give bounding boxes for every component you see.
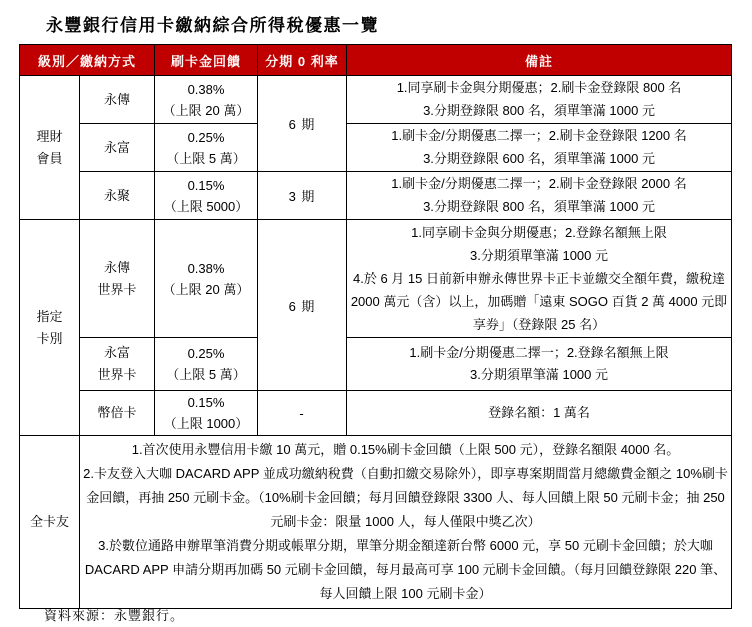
remark-line: 1.同享刷卡金與分期優惠；2.刷卡金登錄限 800 名 bbox=[396, 80, 682, 95]
tier-label: 會員 bbox=[36, 150, 63, 166]
card-cell bbox=[80, 391, 155, 436]
card-cell bbox=[80, 172, 155, 220]
remark-line: 1.同享刷卡金與分期優惠；2.登錄名額無上限 bbox=[411, 225, 667, 240]
installment-cell: 6 期 bbox=[258, 220, 347, 391]
cashback-cap: （上限 5 萬） bbox=[166, 150, 246, 166]
source-note: 資料來源：永豐銀行。 bbox=[44, 608, 185, 623]
table-row bbox=[20, 124, 732, 172]
tier-label: 理財 bbox=[36, 128, 63, 144]
cashback-cell bbox=[155, 338, 258, 391]
table-header-row bbox=[20, 45, 732, 76]
remark-line: 3.分期須單筆滿 1000 元 bbox=[470, 248, 609, 263]
cashback-rate: 0.25% bbox=[187, 346, 225, 361]
table-row bbox=[20, 391, 732, 436]
table-row bbox=[20, 172, 732, 220]
col-header-tier-method: 級別／繳納方式 bbox=[20, 45, 155, 76]
table-row bbox=[20, 338, 732, 391]
remark-line: 1.刷卡金/分期優惠二擇一；2.刷卡金登錄限 2000 名 bbox=[391, 176, 687, 191]
remark-line: 1.首次使用永豐信用卡繳 10 萬元，贈 0.15%刷卡金回饋（上限 500 元），登錄名額限 4000 名。 bbox=[131, 442, 680, 457]
remark-line: 3.分期須單筆滿 1000 元 bbox=[470, 367, 609, 382]
cashback-cell bbox=[155, 391, 258, 436]
cashback-rate: 0.15% bbox=[187, 177, 225, 193]
table-row bbox=[20, 436, 732, 609]
card-name: 幣倍卡 bbox=[97, 405, 137, 420]
tier-cell-designated-cards bbox=[20, 220, 80, 436]
remark-line: 3.分期登錄限 800 名，須單筆滿 1000 元 bbox=[423, 198, 655, 214]
tier-cell-all-members: 全卡友 bbox=[20, 436, 80, 609]
tier-cell-wealth-member bbox=[20, 76, 80, 220]
card-cell bbox=[80, 338, 155, 391]
benefits-table bbox=[19, 44, 732, 609]
card-cell bbox=[80, 124, 155, 172]
remarks-cell bbox=[347, 172, 732, 220]
remark-line: 2.卡友登入大咖 DACARD APP 並成功繳納稅費（自動扣繳交易除外），即享專案期間當月總繳費金額之 10%刷卡金回饋，再抽 250 元刷卡金。（10%刷卡金回饋；每月回饋登錄限 3300 人、每人回饋上限 50 元刷卡金；抽 250 元刷卡金：限量 1000 人，每人僅限中獎乙次） bbox=[83, 466, 728, 529]
cashback-cell bbox=[155, 220, 258, 338]
table-row bbox=[20, 220, 732, 338]
remark-line: 1.刷卡金/分期優惠二擇一；2.刷卡金登錄限 1200 名 bbox=[391, 128, 687, 143]
cashback-cap: （上限 5000） bbox=[163, 198, 249, 214]
cashback-rate: 0.25% bbox=[187, 129, 225, 145]
cashback-rate: 0.38% bbox=[187, 260, 225, 276]
card-name: 永傳 bbox=[104, 91, 131, 107]
remarks-cell bbox=[347, 391, 732, 436]
col-header-cashback: 刷卡金回饋 bbox=[155, 45, 258, 76]
cashback-cap: （上限 20 萬） bbox=[162, 281, 250, 297]
card-cell bbox=[80, 220, 155, 338]
all-members-remarks-cell bbox=[80, 436, 732, 609]
remarks-cell bbox=[347, 220, 732, 338]
cashback-cap: （上限 20 萬） bbox=[162, 102, 250, 118]
remarks-cell bbox=[347, 338, 732, 391]
card-cell bbox=[80, 76, 155, 124]
installment-cell: 3 期 bbox=[258, 172, 347, 220]
card-name: 永傳 bbox=[104, 259, 131, 275]
remark-line: 4.於 6 月 15 日前新申辦永傳世界卡正卡並繳交全額年費，繳稅達 2000 萬元（含）以上，加碼贈「遠東 SOGO 百貨 2 萬 4000 元即享券」（登錄限 25 名） bbox=[350, 271, 728, 332]
cashback-cell bbox=[155, 124, 258, 172]
cashback-rate: 0.38% bbox=[187, 81, 225, 97]
page-title: 永豐銀行信用卡繳納綜合所得稅優惠一覽 bbox=[46, 16, 379, 35]
col-header-installment: 分期 0 利率 bbox=[258, 45, 347, 76]
remarks-cell bbox=[347, 76, 732, 124]
card-name: 世界卡 bbox=[97, 367, 137, 382]
installment-cell: 6 期 bbox=[258, 76, 347, 172]
card-name: 永富 bbox=[104, 139, 131, 155]
cashback-cell bbox=[155, 76, 258, 124]
col-header-remarks: 備註 bbox=[347, 45, 732, 76]
card-name: 世界卡 bbox=[97, 281, 137, 297]
remarks-cell bbox=[347, 124, 732, 172]
table-row bbox=[20, 76, 732, 124]
cashback-cap: （上限 1000） bbox=[163, 416, 249, 431]
cashback-cell bbox=[155, 172, 258, 220]
remark-line: 3.分期登錄限 600 名，須單筆滿 1000 元 bbox=[423, 150, 655, 166]
remark-line: 1.刷卡金/分期優惠二擇一；2.登錄名額無上限 bbox=[409, 344, 669, 360]
installment-cell: - bbox=[258, 391, 347, 436]
remark-line: 3.分期登錄限 800 名，須單筆滿 1000 元 bbox=[423, 102, 655, 118]
card-name: 永聚 bbox=[104, 187, 131, 203]
cashback-cap: （上限 5 萬） bbox=[166, 367, 246, 382]
remark-line: 登錄名額：1 萬名 bbox=[488, 404, 590, 420]
cashback-rate: 0.15% bbox=[187, 395, 225, 410]
remark-line: 3.於數位通路申辦單筆消費分期或帳單分期，單筆分期金額達新台幣 6000 元，享 50 元刷卡金回饋；於大咖 DACARD APP 申請分期再加碼 50 元刷卡金回饋，每月最高可享 100 元刷卡金回饋。（每月回饋登錄限 220 筆、每人回饋上限 100 元刷卡金） bbox=[84, 538, 727, 601]
card-name: 永富 bbox=[104, 345, 131, 360]
tier-label: 指定 bbox=[36, 308, 63, 324]
tier-label: 卡別 bbox=[36, 330, 63, 346]
